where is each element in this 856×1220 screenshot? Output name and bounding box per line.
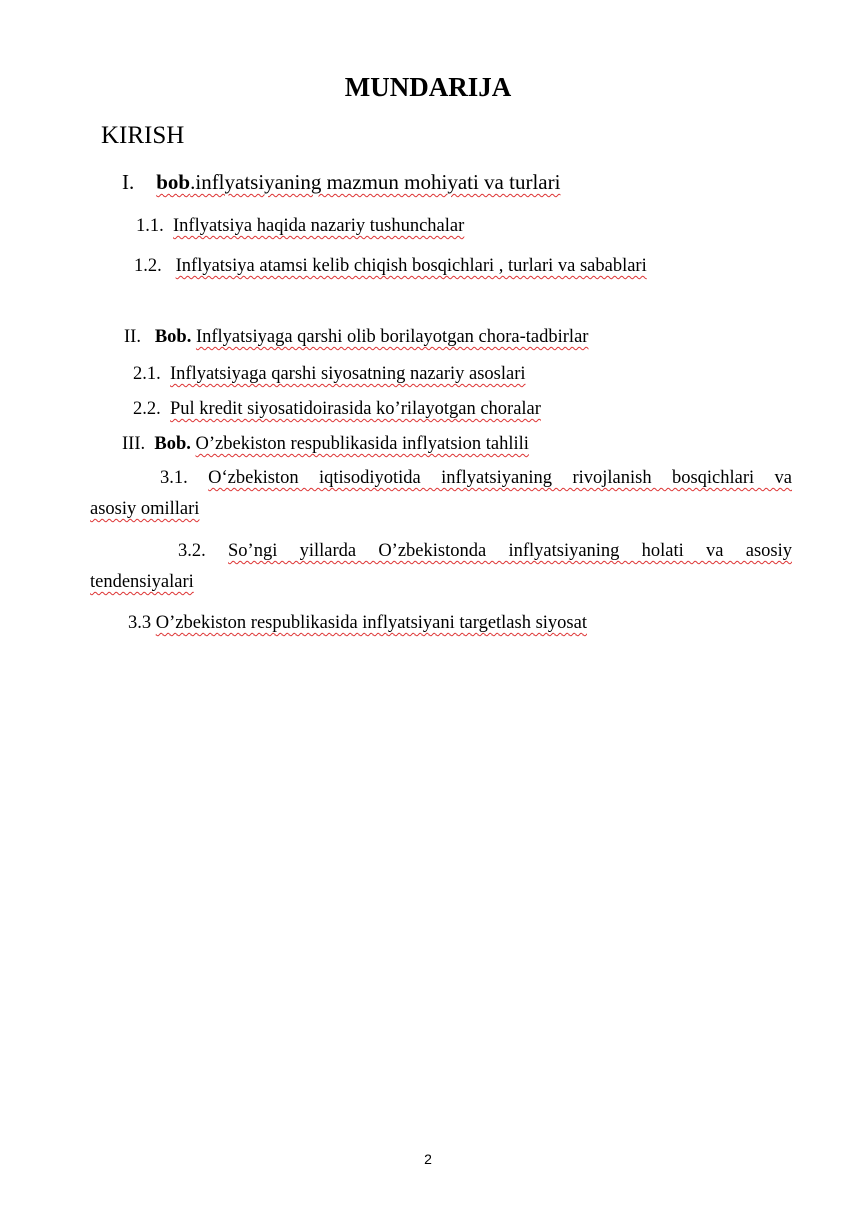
toc-chapter-1-number: I. — [122, 170, 135, 194]
toc-chapter-3-number: III. — [122, 434, 146, 454]
toc-section-title-continued: tendensiyalari — [90, 572, 194, 592]
toc-section-title: O‘zbekiston iqtisodiyotida inflyatsiyaning rivojlanish bosqichlari va — [208, 468, 793, 488]
toc-chapter-2-number: II. — [124, 327, 141, 347]
toc-section-3-2[interactable] — [90, 541, 792, 593]
toc-section-title-continued: asosiy omillari — [90, 499, 200, 519]
toc-section-number: 3.2. — [178, 541, 206, 561]
toc-section-3-1[interactable] — [90, 468, 792, 520]
toc-section-number: 3.1. — [160, 468, 188, 488]
toc-section-3-3[interactable] — [128, 613, 587, 634]
toc-section-number: 2.2. — [133, 399, 161, 419]
toc-section-title: So’ngi yillarda O’zbekistonda inflyatsiyaning holati va asosiy — [228, 541, 792, 561]
toc-intro: KIRISH — [101, 122, 185, 149]
toc-chapter-3-title: O’zbekiston respublikasida inflyatsion tahlili — [195, 434, 529, 454]
toc-section-title: Inflyatsiya atamsi kelib chiqish bosqichlari , turlari va sabablari — [175, 256, 647, 276]
toc-chapter-3[interactable] — [122, 434, 529, 455]
toc-section-number: 1.2. — [134, 256, 162, 276]
toc-section-title: O’zbekiston respublikasida inflyatsiyani targetlash siyosat — [155, 613, 587, 633]
toc-chapter-1-title: .inflyatsiyaning mazmun mohiyati va turlari — [190, 170, 561, 194]
toc-section-title: Pul kredit siyosatidoirasida ko’rilayotgan choralar — [170, 399, 541, 419]
toc-chapter-1-label: bob — [156, 170, 191, 194]
toc-chapter-1[interactable] — [122, 170, 560, 195]
toc-section-title: Inflyatsiyaga qarshi siyosatning nazariy asoslari — [170, 364, 526, 384]
toc-section-number: 1.1. — [136, 216, 164, 236]
toc-chapter-2[interactable] — [124, 327, 588, 348]
toc-section-number: 2.1. — [133, 364, 161, 384]
page-number: 2 — [424, 1151, 432, 1167]
toc-section-2-1[interactable] — [133, 364, 526, 385]
toc-section-1-1[interactable] — [136, 216, 464, 237]
toc-chapter-2-label: Bob. — [154, 327, 192, 347]
toc-chapter-3-label: Bob. — [154, 434, 191, 454]
toc-section-1-2[interactable] — [134, 256, 647, 277]
toc-section-number: 3.3 — [128, 613, 152, 633]
toc-chapter-2-title: Inflyatsiyaga qarshi olib borilayotgan chora-tadbirlar — [195, 327, 589, 347]
toc-section-2-2[interactable] — [133, 399, 541, 420]
toc-section-title: Inflyatsiya haqida nazariy tushunchalar — [173, 216, 465, 236]
page-title: MUNDARIJA — [344, 72, 512, 102]
